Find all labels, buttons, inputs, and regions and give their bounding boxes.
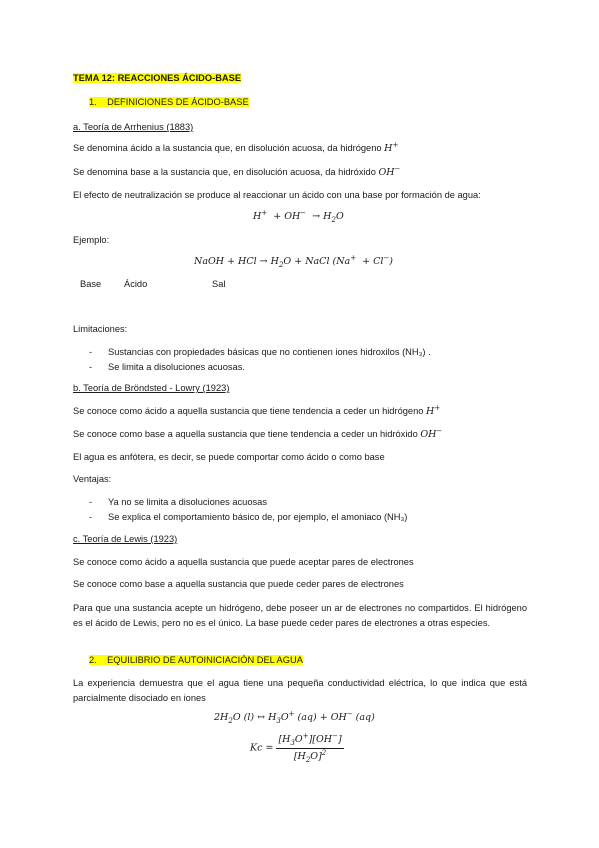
- page-title: [73, 72, 241, 84]
- kc-denominator: $[H_2O]^2$: [293, 748, 327, 764]
- limitations-label: Limitaciones:: [73, 324, 128, 334]
- section2-number: 2.: [89, 655, 97, 665]
- hydroxide-ion: OH−: [420, 426, 443, 440]
- bronsted-acid-definition: Se conoce como ácido a aquella sustancia que tiene tendencia a ceder un hidrógeno H+: [73, 403, 441, 417]
- dash-bullet: -: [89, 347, 93, 357]
- arrhenius-base-definition: Se denomina base a la sustancia que, en disolución acuosa, da hidróxido OH−: [73, 164, 401, 178]
- arrhenius-acid-definition: Se denomina ácido a la sustancia que, en disolución acuosa, da hidrógeno H+: [73, 140, 399, 154]
- lewis-base-definition: Se conoce como base a aquella sustancia que puede ceder pares de electrones: [73, 579, 404, 589]
- label-acid: Ácido: [124, 279, 148, 289]
- section1-title: DEFINICIONES DE ÁCIDO-BASE: [107, 97, 249, 107]
- amphoteric-text: El agua es anfótera, es decir, se puede comportar como ácido o como base: [73, 452, 385, 462]
- neutralization-text: El efecto de neutralización se produce al reaccionar un ácido con una base por formación de agua:: [73, 190, 481, 200]
- dash-bullet: -: [89, 497, 93, 507]
- neutralization-equation: $H^+ + OH^- \to H_2O$: [253, 208, 344, 224]
- section1-heading: [89, 96, 249, 108]
- arrhenius-heading: a. Teoría de Arrhenius (1883): [73, 122, 194, 132]
- hydrogen-ion: H+: [384, 140, 399, 154]
- section2-title: EQUILIBRIO DE AUTOINICIACIÓN DEL AGUA: [107, 655, 303, 665]
- kc-equation: [250, 733, 344, 764]
- dash-bullet: -: [89, 362, 93, 372]
- page-title-text: TEMA 12: REACCIONES ÁCIDO-BASE: [73, 73, 242, 83]
- kc-numerator: $[H_3O^+][OH^-]$: [276, 733, 343, 749]
- section1-number: 1.: [89, 97, 97, 107]
- water-equilibrium-equation: $2H_2O$ (l) ↔ $H_3O^+$ (aq) + OH− (aq): [214, 709, 375, 725]
- lewis-paragraph: Para que una sustancia acepte un hidrógeno, debe poseer un ar de electrones no compartidos. El hidrógeno es el ácido de Lewis, pero no es el único. La base puede ceder pares de electrones a otras especies.: [73, 603, 527, 628]
- lewis-acid-definition: Se conoce como ácido a aquella sustancia que puede aceptar pares de electrones: [73, 557, 414, 567]
- example-equation: NaOH + HCl → $H_2O$ + NaCl (Na+ + Cl−): [194, 253, 393, 269]
- bronsted-base-definition: Se conoce como base a aquella sustancia que tiene tendencia a ceder un hidróxido OH−: [73, 426, 443, 440]
- section2-heading: [89, 654, 303, 666]
- advantages-label: Ventajas:: [73, 474, 112, 484]
- bronsted-heading: b. Teoría de Bröndsted - Lowry (1923): [73, 383, 230, 393]
- example-label: Ejemplo:: [73, 235, 110, 245]
- kc-label: Kc =: [250, 742, 274, 754]
- hydrogen-ion: H+: [426, 403, 441, 417]
- kc-fraction: [276, 733, 343, 764]
- section2-paragraph: La experiencia demuestra que el agua tiene una pequeña conductividad eléctrica, lo que indica que está parcialmente disociado en iones: [73, 678, 527, 703]
- lewis-heading: c. Teoría de Lewis (1923): [73, 534, 178, 544]
- label-base: Base: [80, 279, 102, 289]
- hydroxide-ion: OH−: [378, 164, 401, 178]
- label-salt: Sal: [212, 279, 226, 289]
- dash-bullet: -: [89, 512, 93, 522]
